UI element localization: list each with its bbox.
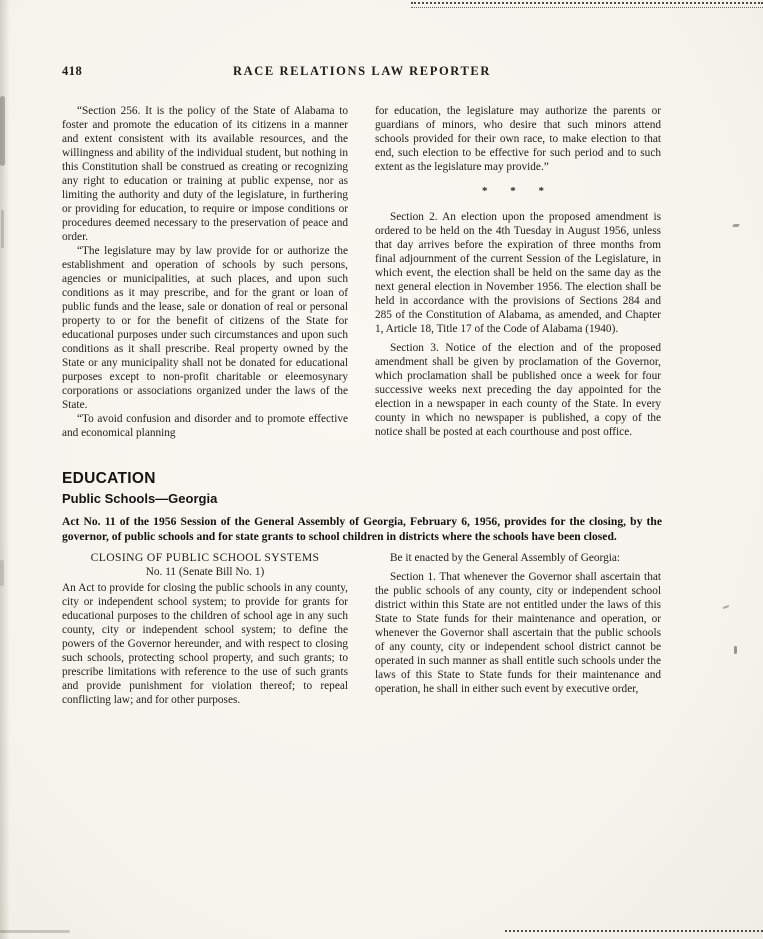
body-paragraph: “To avoid confusion and disorder and to promote effective and economical planning [62,413,348,439]
education-georgia-section [62,470,662,707]
journal-title: RACE RELATIONS LAW REPORTER [233,64,491,78]
right-column [375,104,661,440]
page-content [62,64,662,707]
page-number: 418 [62,64,83,78]
alabama-amendment-section [62,104,662,440]
section-separator: * * * [482,185,554,197]
body-paragraph: Section 2. An election upon the proposed amendment is ordered to be held on the 4th Tuesday in August 1956, unless that day arrives before the expiration of three months from final adjournment of the current Session of the Legislature, in which event, the election shall be held on the same day as the next general election in November 1956. The election shall be held in accordance with the provisions of Sections 284 and 285 of the Constitution of Alabama, as amended, and Chapter 1, Article 18, Title 17 of the Code of Alabama (1940). [375,211,661,335]
section-subheading: Public Schools—Georgia [62,491,218,506]
right-column [375,551,661,707]
act-title: CLOSING OF PUBLIC SCHOOL SYSTEMS [90,551,320,564]
scan-artifact-left-edge-shade [0,0,10,939]
scan-artifact-smudge [0,96,5,166]
scan-artifact-stray-mark [732,224,740,227]
act-number-subtitle: No. 11 (Senate Bill No. 1) [145,566,265,578]
running-header [62,64,662,80]
scan-artifact-dotted-line-bottom [505,930,763,935]
act-summary: Act No. 11 of the 1956 Session of the General Assembly of Georgia, February 6, 1956, provides for the closing, by the governor, of public schools and for state grants to school children in districts where the schools have been closed. [62,515,662,543]
scan-artifact-smudge [1,210,4,248]
scan-artifact-dotted-line-top [411,2,763,8]
scan-artifact-smudge [0,930,70,933]
scan-artifact-stray-mark [723,605,729,609]
body-paragraph: “Section 256. It is the policy of the State of Alabama to foster and promote the education of its citizens in a manner and extent consistent with its available resources, and the willingness and ability of the individual student, but nothing in this Constitution shall be construed as creating or recognizing any right to education or training at public expense, nor as limiting the authority and duty of the legislature, in furthering or providing for education, to require or impose conditions or procedures deemed necessary to the preservation of peace and order. [62,105,348,243]
scan-artifact-stray-mark [734,646,737,654]
enacting-clause: Be it enacted by the General Assembly of Georgia: [390,552,621,564]
section-heading: EDUCATION [62,470,156,487]
act-columns [62,551,662,707]
body-paragraph-continuation: for education, the legislature may authorize the parents or guardians of minors, who desire that such minors attend schools provided for their own race, to make election to that end, such election to be effective for such period and to such extent as the legislature may provide.” [375,105,661,173]
left-column [62,104,348,440]
body-paragraph: “The legislature may by law provide for or authorize the establishment and operation of schools by such persons, agencies or municipalities, at such places, and upon such conditions as it may prescribe, and for the grant or loan of public funds and the lease, sale or donation of real or personal property to or for the benefit of citizens of the State for educational purposes under such circumstances and upon such conditions as it shall prescribe. Real property owned by the State or any municipality shall not be donated for educational purposes except to non-profit charitable or eleemosynary corporations or associations organized under the laws of the State. [62,245,348,411]
act-preamble-paragraph: An Act to provide for closing the public schools in any county, city or independent school system; to provide for grants for educational purposes to the children of school age in any such county, city or independent school system; to define the powers of the Governor hereunder, and with respect to closing such schools, protecting school property, and such grants; to prescribe limitations with reference to the use of such grants and provide punishment for violation thereof; to repeal conflicting law; and for other purposes. [62,582,348,706]
left-column [62,551,348,707]
body-paragraph: Section 1. That whenever the Governor shall ascertain that the public schools of any county, city or independent school district within this State are not entitled under the laws of this State to State funds for their maintenance and operation, or whenever the Governor shall ascertain that the public schools of any county, city or independent school district cannot be operated in such manner as shall entitle such schools under the laws of this State to State funds for their maintenance and operation, he shall in either such event by executive order, [375,571,661,695]
scan-artifact-smudge [0,560,4,586]
body-paragraph: Section 3. Notice of the election and of the proposed amendment shall be given by proclamation of the Governor, which proclamation shall be published once a week for four successive weeks next preceding the day appointed for the election in a newspaper in each county of the State. In every county in which no newspaper is published, a copy of the notice shall be posted at each courthouse and post office. [375,342,661,438]
